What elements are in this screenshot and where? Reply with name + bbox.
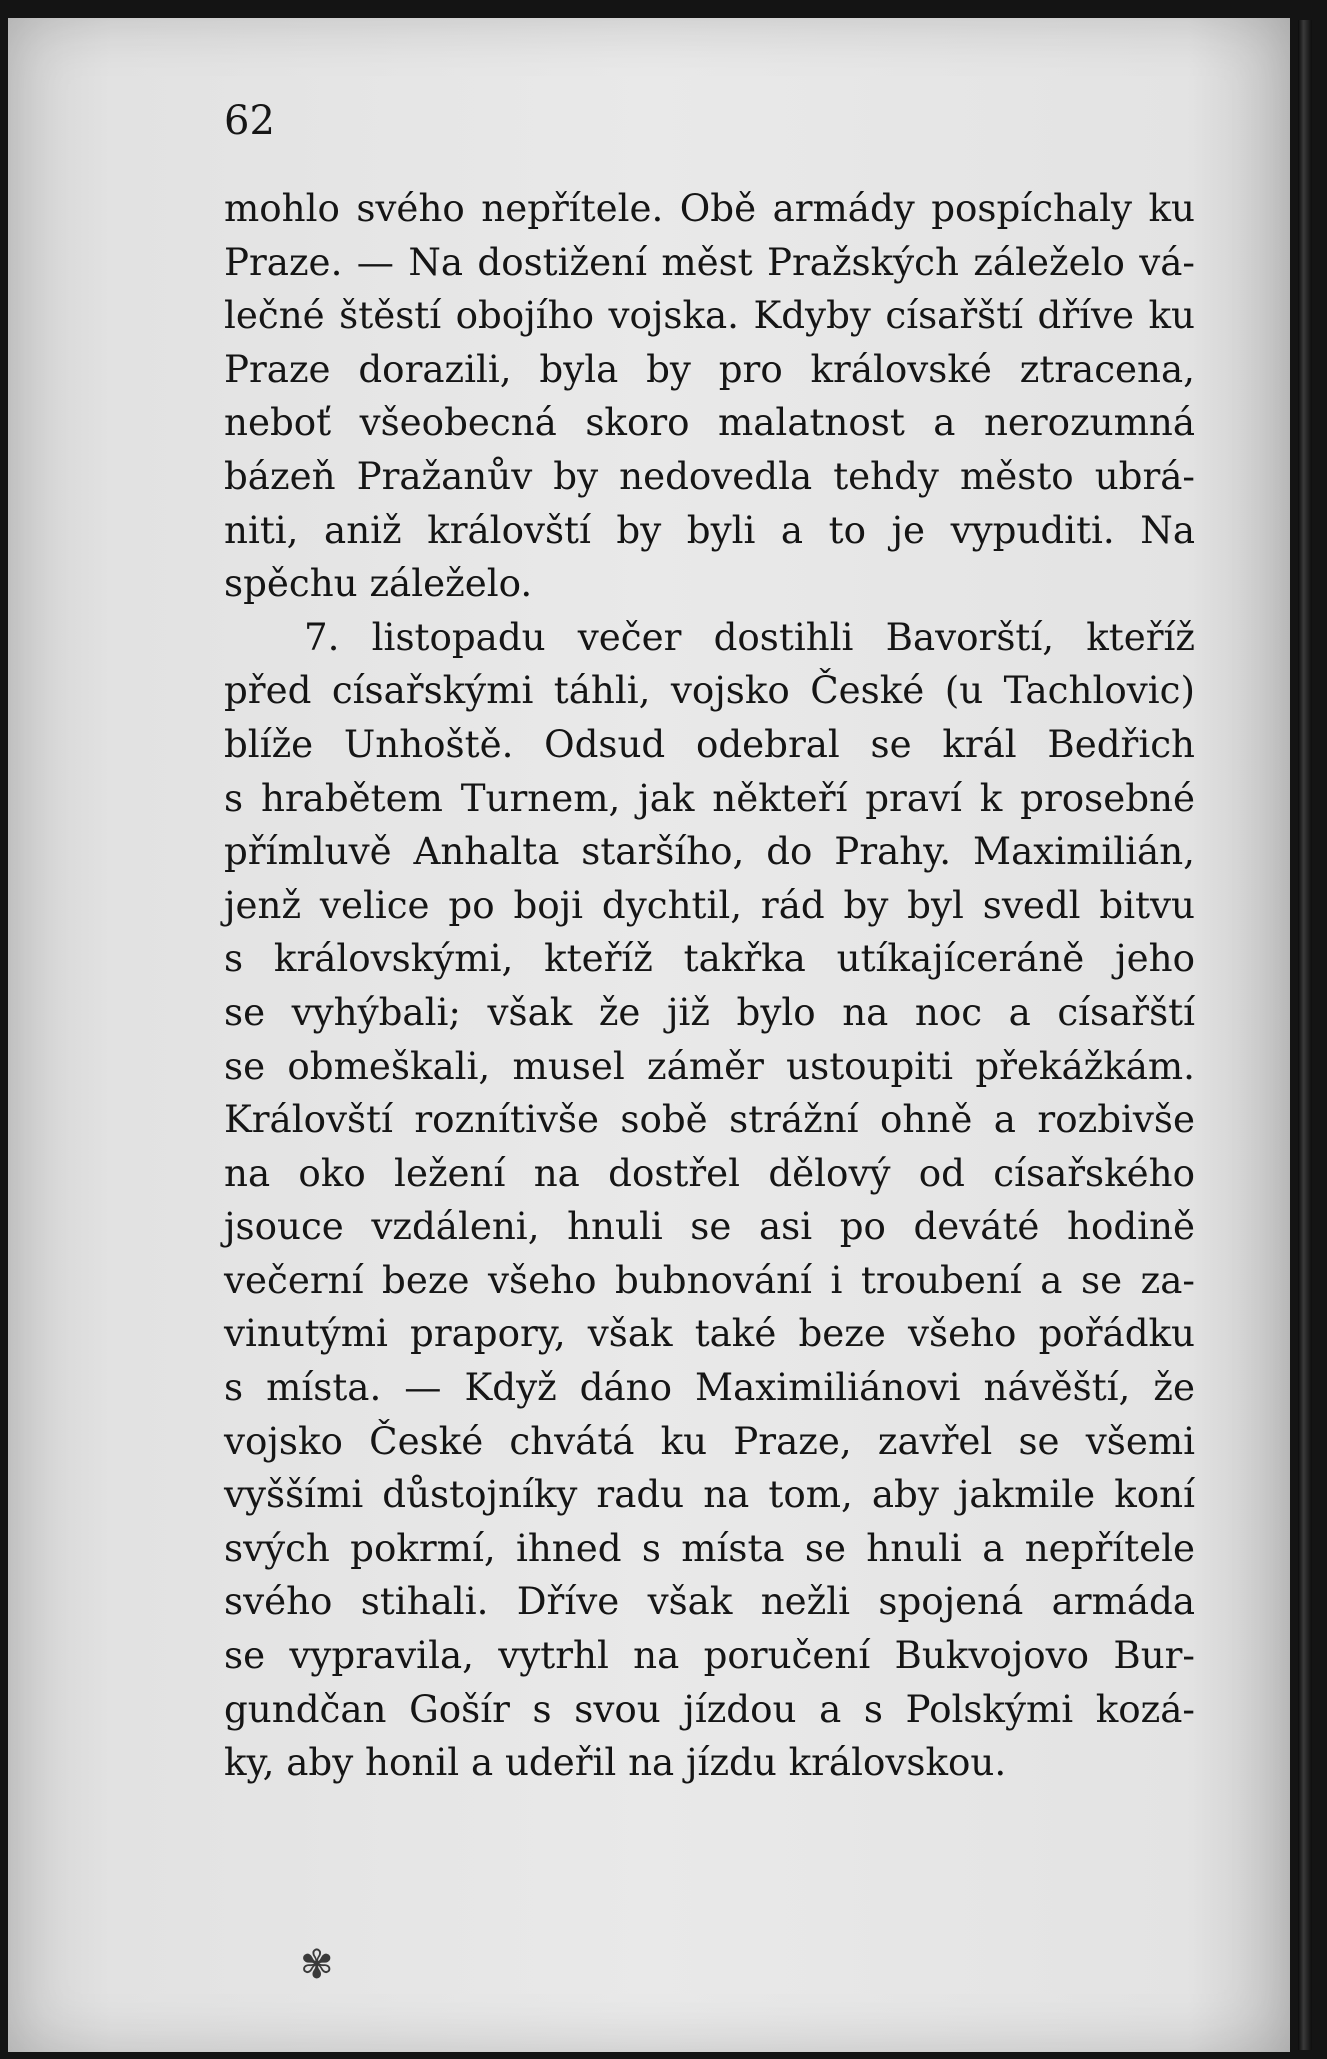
body-text bbox=[224, 182, 1195, 1790]
text-line: lečné štěstí obojího vojska. Kdyby císařští dříve ku bbox=[224, 293, 1195, 338]
text-line: bázeň Pražanův by nedovedla tehdy město ubrá- bbox=[224, 453, 1195, 498]
text-line: se vypravila, vytrhl na poručení Bukvojovo Bur- bbox=[224, 1633, 1195, 1678]
page-edge-shadow bbox=[1298, 20, 1312, 2050]
text-line: večerní beze všeho bubnování i troubení a se za- bbox=[224, 1257, 1195, 1302]
text-line: svého stihali. Dříve však nežli spojená armáda bbox=[224, 1579, 1195, 1624]
ink-blot-icon: ✾ bbox=[300, 1942, 334, 1988]
text-line: s místa. — Když dáno Maximiliánovi návěští, že bbox=[224, 1365, 1195, 1410]
text-line: blíže Unhoště. Odsud odebral se král Bedřich bbox=[224, 721, 1195, 766]
text-line: Praze dorazili, byla by pro královské ztracena, bbox=[224, 346, 1195, 391]
text-line: mohlo svého nepřítele. Obě armády pospíchaly ku bbox=[224, 186, 1195, 230]
text-line: neboť všeobecná skoro malatnost a nerozumná bbox=[224, 400, 1195, 445]
text-line: jenž velice po boji dychtil, rád by byl svedl bitvu bbox=[224, 882, 1195, 927]
text-line: s hrabětem Turnem, jak někteří praví k prosebné bbox=[224, 775, 1195, 820]
text-line: gundčan Gošír s svou jízdou a s Polskými kozá- bbox=[224, 1686, 1195, 1731]
text-line: Praze. — Na dostižení měst Pražských záleželo vá- bbox=[224, 239, 1195, 284]
text-line: přímluvě Anhalta staršího, do Prahy. Maximilián, bbox=[224, 829, 1195, 874]
text-line: Královští roznítivše sobě strážní ohně a rozbivše bbox=[224, 1097, 1195, 1142]
text-line: jsouce vzdáleni, hnuli se asi po deváté hodině bbox=[224, 1204, 1195, 1249]
text-line: svých pokrmí, ihned s místa se hnuli a nepřítele bbox=[224, 1525, 1195, 1570]
text-line: se obmeškali, musel záměr ustoupiti překážkám. bbox=[224, 1043, 1195, 1088]
text-line: niti, aniž královští by byli a to je vypuditi. Na bbox=[224, 507, 1195, 552]
text-line: vojsko České chvátá ku Praze, zavřel se všemi bbox=[224, 1418, 1195, 1463]
text-line: se vyhýbali; však že již bylo na noc a císařští bbox=[224, 989, 1195, 1034]
text-line: vyššími důstojníky radu na tom, aby jakmile koní bbox=[224, 1472, 1195, 1517]
page-number: 62 bbox=[224, 98, 275, 144]
text-line: na oko ležení na dostřel dělový od císařského bbox=[224, 1150, 1195, 1195]
text-line: s královskými, kteříž takřka utíkajíceráně jeho bbox=[224, 936, 1195, 981]
text-line: ky, aby honil a udeřil na jízdu královskou. bbox=[224, 1740, 1007, 1785]
text-line: vinutými prapory, však také beze všeho pořádku bbox=[224, 1311, 1195, 1356]
text-line: před císařskými táhli, vojsko České (u Tachlovic) bbox=[224, 668, 1195, 713]
text-line: spěchu záleželo. bbox=[224, 561, 533, 606]
text-line-paragraph-start: 7. listopadu večer dostihli Bavorští, kteříž bbox=[304, 614, 1195, 659]
